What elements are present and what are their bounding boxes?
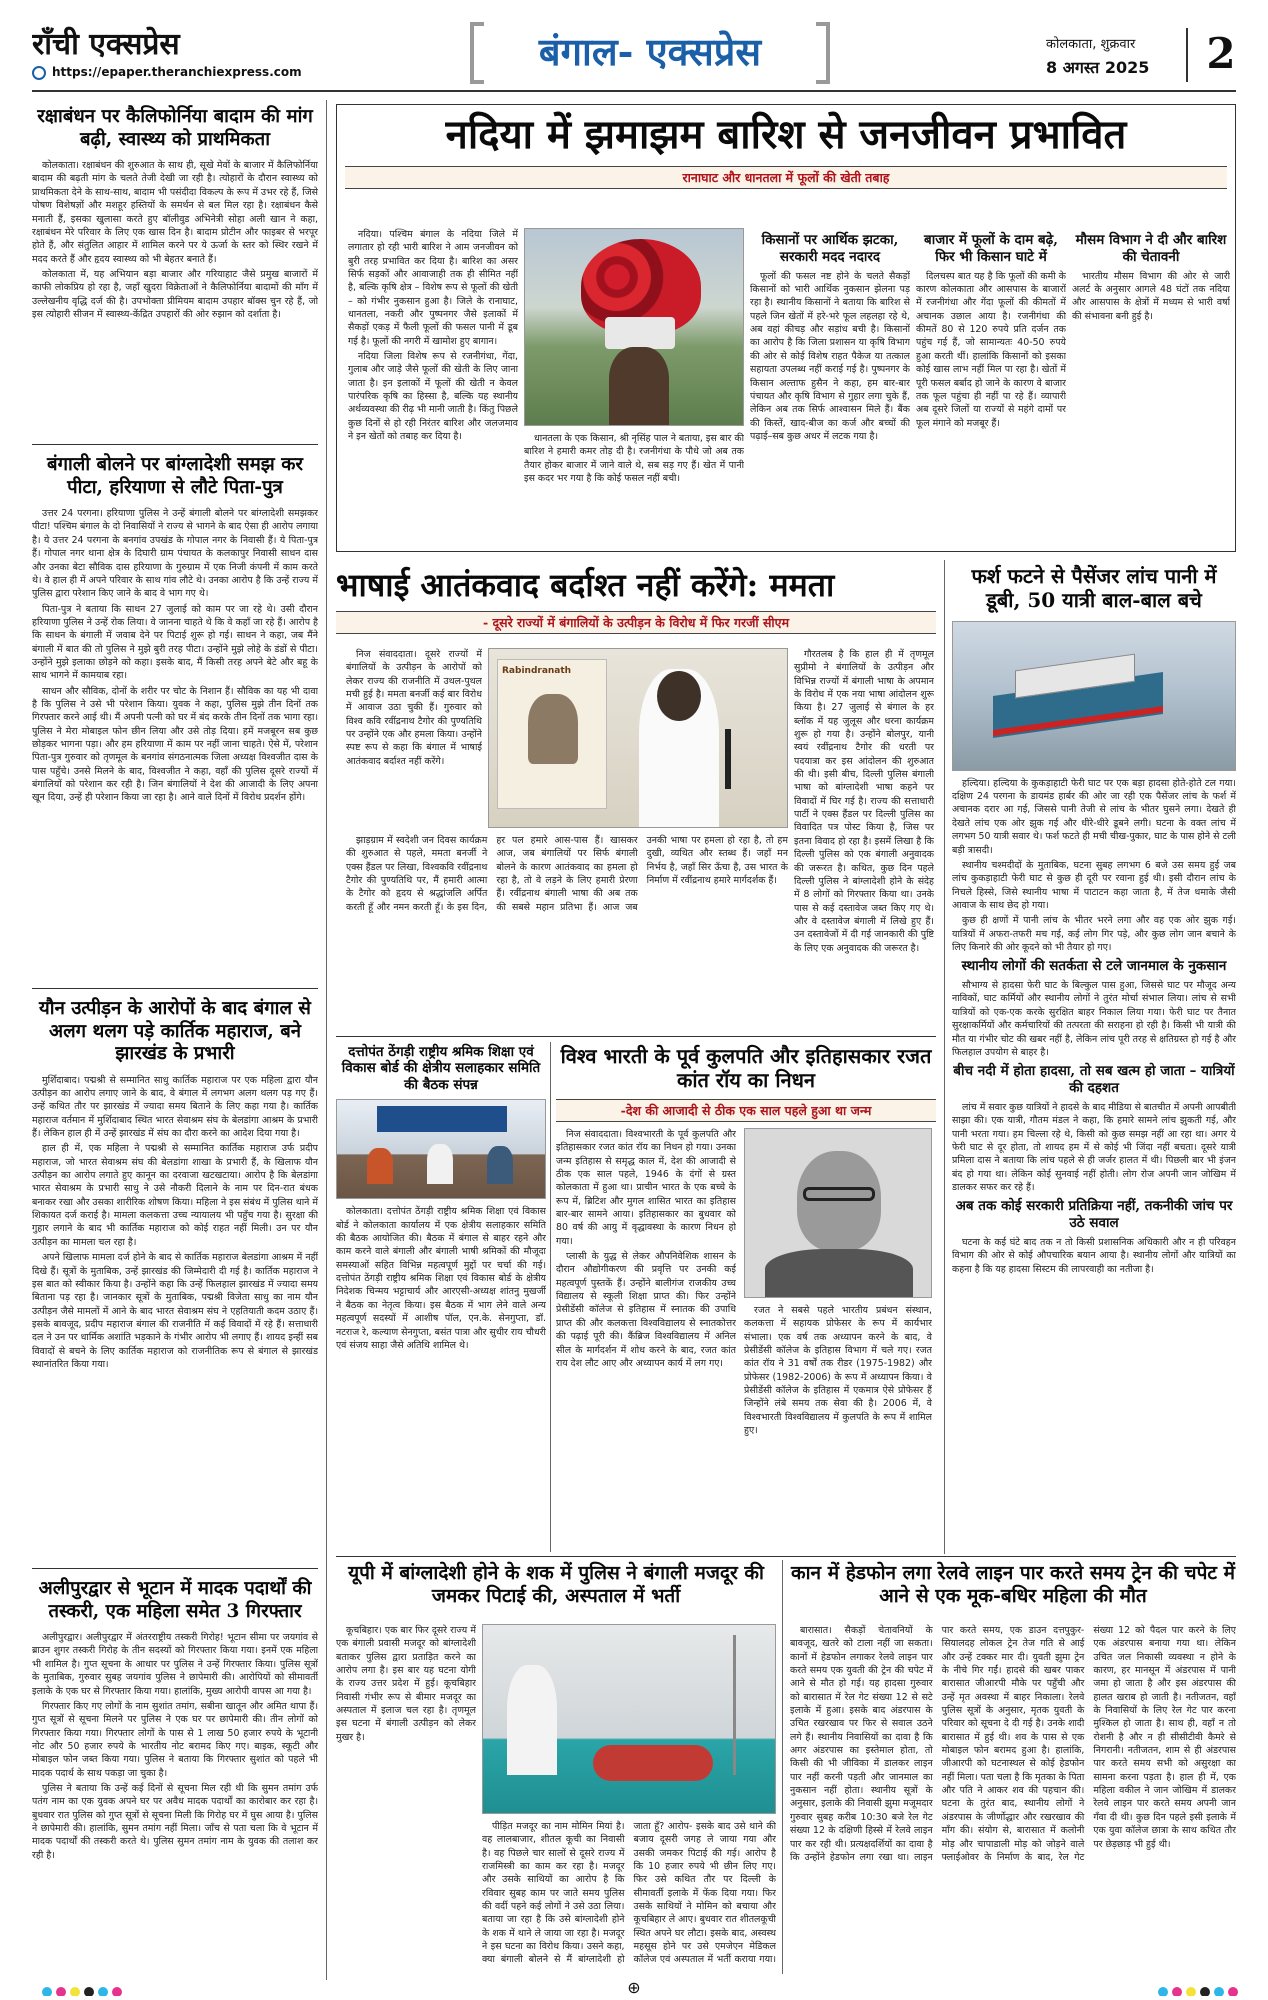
article-body (348, 228, 518, 444)
paragraph: हाल ही में, एक महिला ने पद्मश्री से सम्मानित कार्तिक महाराज उर्फ प्रदीप महाराज, जो भारत सेवाश्रम संघ की बेलडांगा शाखा के प्रभारी हैं, के खिलाफ यौन उत्पीड़न का आरोप लगाते हुए कानून का दरवाजा खटखटाया। आरोप है कि बेलडांगा भारत सेवाश्रम के प्रभारी साधु ने उसे नौकरी दिलाने के नाम पर दिन-रात बंधक बनाकर रखा और उसका शारीरिक शोषण किया। महिला ने इस संबंध में पुलिस थाने में शिकायत दर्ज कराई है। मामला कलकत्ता उच्च न्यायालय भी पहुँच गया है। सुरक्षा की गुहार लगाने के बाद भी कार्तिक महाराज को कोई राहत नहीं मिली। उन पर यौन उत्पीड़न का मामला चल रहा है। (32, 1143, 318, 1248)
poster-portrait (528, 694, 578, 764)
meeting-photo (336, 1099, 546, 1199)
subheadline: -देश की आजादी से ठीक एक साल पहले हुआ था जन्म (556, 1099, 936, 1122)
glasses (803, 1187, 875, 1201)
article-rajat-kanta-roy (556, 1042, 936, 1552)
article-body (556, 1128, 736, 1370)
poster (497, 659, 607, 809)
speaker-head (657, 671, 701, 721)
article-body (336, 1624, 476, 1744)
headline: अलीपुरद्वार से भूटान में मादक पदार्थों की तस्करी, एक महिला समेत 3 गिरफ्तार (38, 1578, 312, 1622)
paragraph: उत्तर 24 परगना। हरियाणा पुलिस ने उन्हें बंगाली बोलने पर बांग्लादेशी समझकर पीटा! पश्चिम बंगाल के दो निवासियों ने राज्य से भागने के बाद ऐसा ही आरोप लगाया है। ये उत्तर 24 परगना के बनगांव उपखंड के गोपाल नगर के निवासी हैं। ये पिता-पुत्र हैं। गोपाल नगर थाना क्षेत्र के दिघारी ग्राम पंचायत के कलकापुर निवासी साधन दास और उनका बेटा सौविक दास हरियाणा के गुरुग्राम में एक निजी कंपनी में काम करते थे। वे हाल ही में अपने परिवार के साथ गांव लौटे थे। उनका आरोप है कि उन्हें राज्य में पुलिस द्वारा परेशान किए जाने के बाद वे भाग गए थे। (32, 508, 318, 600)
globe-icon (32, 66, 46, 80)
sinking-launch-photo (952, 621, 1236, 771)
paragraph: कोलकाता। दत्तोपंत ठेंगड़ी राष्ट्रीय श्रमिक शिक्षा एवं विकास बोर्ड ने कोलकाता कार्यालय में एक क्षेत्रीय सलाहकार समिति की बैठक आयोजित की। बैठक में बंगाल से बाहर रहने और काम करने वाले बंगाली और बंगाली भाषी श्रमिकों की मौजूदा समस्याओं सहित विभिन्न महत्वपूर्ण मुद्दों पर चर्चा की गई। दत्तोपंत ठेंगड़ी राष्ट्रीय श्रमिक शिक्षा एवं विकास बोर्ड के क्षेत्रीय निदेशक चिन्मय भट्टाचार्य और आरएसी-अध्यक्ष शांतनु मुखर्जी ने बैठक का नेतृत्व किया। इस बैठक में भाग लेने वाले अन्य महत्वपूर्ण सदस्यों में आशीष पॉल, एन.के. सेनगुप्ता, डॉ. नटराज रे, कल्याण सेनगुप्ता, बसंत पात्रा और सुधीर राय चौधरी एवं संजय साहा जैसे अतिथि शामिल थे। (336, 1206, 546, 1351)
paragraph: लांच में सवार कुछ यात्रियों ने हादसे के बाद मीडिया से बातचीत में अपनी आपबीती साझा की। एक यात्री, गौतम मंडल ने कहा, कि हमारे सामने लांच झुकती गई, और पानी भरता गया। हम चिल्ला रहे थे, किसी को कुछ समझ नहीं आ रहा था। अगर ये फेरी घाट से दूर होता, तो शायद हम में से कोई भी जिंदा नहीं बचता। दूसरे यात्री प्रमिला दास ने बताया कि लांच पहले से ही जर्जर हालत में थी। पिछली बार भी इंजन बंद हो गया था। लेकिन कोई सुनवाई नहीं होती। लोग रोज अपनी जान जोखिम में डालकर सफर कर रहे हैं। (952, 1101, 1236, 1193)
column-rule (944, 560, 945, 1554)
portrait-shoulders (765, 1249, 913, 1298)
column-rule (782, 1560, 783, 1974)
headline: यूपी में बांग्लादेशी होने के शक में पुलिस ने बंगाली मजदूर की जमकर पिटाई की, अस्पताल में भर्ती (348, 1562, 764, 1608)
paragraph: पीड़ित मजदूर का नाम मोमिन मियां है। वह लालबाजार, शीतल कूची का निवासी है। वह पिछले चार सालों से दूसरे राज्य में राजमिस्त्री का काम कर रहा है। मजदूर और उसके साथियों का आरोप है कि रविवार सुबह काम पर जाते समय पुलिस की वर्दी पहने कई लोगों ने उसे उठा लिया। बताया जा रहा है कि उसे बांग्लादेशी होने के शक में थाने ले जाया जा रहा है। मजदूर ने इस घटना का विरोध किया। उसने कहा, क्या बंगाली बोलने से मैं बांग्लादेशी हो जाता हूँ? आरोप- इसके बाद उसे थाने की बजाय दूसरी जगह ले जाया गया और उसकी जमकर पिटाई की गई। आरोप है कि 10 हजार रुपये भी छीन लिए गए। फिर उसे कथित तौर पर दिल्ली के सीमावर्ती इलाके में फेंक दिया गया। फिर उसके साथियों ने मोमिन को बचाया और कूचबिहार ले आए। बुधवार रात शीतलकूची स्थित अपने घर लौटा। इसके बाद, अस्वस्थ महसूस होने पर उसे एमजेएन मेडिकल कॉलेज एवं अस्पताल में भर्ती कराया गया। (482, 1821, 776, 1966)
up-body-bottom (482, 1820, 776, 1972)
paragraph: धानतला के एक किसान, श्री नृसिंह पाल ने बताया, इस बार की बारिश ने हमारी कमर तोड़ दी है। रजनीगंधा के पौधे जो अब तक तैयार होकर बाजार में जाने वाले थे, सब सड़ गए हैं। खेत में पानी इस कदर भर गया है कि कोई फसल नहीं बची। (524, 433, 744, 485)
headline: यौन उत्पीड़न के आरोपों के बाद बंगाल से अलग थलग पड़े कार्तिक महाराज, बने झारखंड के प्रभारी (39, 998, 311, 1065)
article-up-labourer (336, 1560, 776, 1974)
article-haryana (32, 450, 318, 985)
paragraph: फूलों की फसल नष्ट होने के चलते सैकड़ों किसानों को भारी आर्थिक नुकसान झेलना पड़ रहा है। स्थानीय किसानों ने बताया कि बारिश से पहले जिन खेतों में हरे-भरे फूल लहलहा रहे थे, अब वहां कीचड़ और सड़ांध बची है। किसानों का आरोप है कि जिला प्रशासन या कृषि विभाग की ओर से कोई विशेष राहत पैकेज या तत्काल सहायता उपलब्ध नहीं कराई गई है। पुष्पनगर के किसान अल्ताफ हुसैन ने कहा, हम बार-बार पंचायत और कृषि विभाग से गुहार लगा चुके हैं, लेकिन अब तक सिर्फ आश्वासन मिले हैं। बैंक की किस्तें, खाद-बीज का कर्ज और बच्चों की पढ़ाई–सब कुछ अधर में लटक गया है। (750, 270, 910, 442)
paragraph: गिरफ्तार किए गए लोगों के नाम सुशांत तमांग, सबीना खातून और अमित थापा हैं। गुप्त सूत्रों से सूचना मिलने पर पुलिस ने एक घर पर छापेमारी की। तीन लोगों को गिरफ्तार किया गया। गिरफ्तार लोगों के पास से 1 लाख 50 हजार रुपये के भूटानी नोट और 50 हजार रुपये के भारतीय नोट बरामद किए गए। बाइक, स्कूटी और मोबाइल फोन जब्त किया गया। पुलिस ने बताया कि गिरफ्तार सुशांत को पहले भी मादक पदार्थ के साथ पकड़ा जा चुका है। (32, 1700, 318, 1779)
column-rule (550, 1042, 551, 1552)
section-rule (32, 444, 318, 445)
headline: बंगाली बोलने पर बांग्लादेशी समझ कर पीटा, हरियाणा से लौटे पिता-पुत्र (47, 454, 303, 498)
paragraph: निज संवाददाता। दूसरे राज्यों में बंगालियों के उत्पीड़न के आरोपों को लेकर राज्य की राजनीति में उथल-पुथल मची हुई है। ममता बनर्जी कई बार विरोध में आवाज उठा चुकी हैं। गुरुवार को विश्व कवि रवींद्रनाथ टैगोर की पुण्यतिथि पर उन्होंने एक और हमला किया। उन्होंने स्पष्ट रूप से कहा कि बंगाल में भाषाई आतंकवाद बर्दाश्त नहीं करेंगे। (346, 649, 482, 767)
paragraph: नदिया जिला विशेष रूप से रजनीगंधा, गेंदा, गुलाब और जाड़े जैसे फूलों की खेती के लिए जाना जाता है। इन इलाकों में फूलों की खेती न केवल पारंपरिक कृषि का हिस्सा है, बल्कि यह स्थानीय अर्थव्यवस्था की रीढ़ भी मानी जाती है। किंतु पिछले कुछ दिनों से हो रही निरंतर बारिश और जलजमाव ने इन खेतों को तबाह कर दिया है। (348, 351, 518, 443)
paragraph: पिता-पुत्र ने बताया कि साधन 27 जुलाई को काम पर जा रहे थे। उसी दौरान हरियाणा पुलिस ने उन्हें रोक लिया। वे जानना चाहते थे कि वे कहाँ जा रहे हैं। आरोप है कि साधन के बंगाली में जवाब देने पर पिटाई शुरू हो गई। साधन ने कहा, जब मैंने बंगाली में बात की तो पुलिस ने मुझे बुरी तरह पीटा। उन्होंने मुझे लोहे के डंडों से पीटा। उन्होंने मुझे इलाका छोड़ने को कहा। इसके बाद, मैं किसी तरह अपने बेटे और बहू के साथ भागने में कामयाब रहा। (32, 603, 318, 682)
headline: फर्श फटने से पैसेंजर लांच पानी में डूबी, 50 यात्री बाल-बाल बचे (971, 564, 1217, 613)
headline: नदिया में झमाझम बारिश से जनजीवन प्रभावित (445, 111, 1127, 158)
magenta-dot (112, 1987, 122, 1996)
yellow-dot (1186, 1987, 1196, 1996)
headline: दत्तोपंत ठेंगड़ी राष्ट्रीय श्रमिक शिक्षा एवं विकास बोर्ड की क्षेत्रीय सलाहकार समिति की बैठक संपन्न (341, 1044, 541, 1093)
paragraph: नदिया। पश्चिम बंगाल के नदिया जिले में लगातार हो रही भारी बारिश ने आम जनजीवन को बुरी तरह प्रभावित कर दिया है। बारिश का असर सिर्फ सड़कों और आवाजाही तक ही सीमित नहीं है, बल्कि कृषि क्षेत्र – विशेष रूप से फूलों की खेती – को गंभीर नुकसान हुआ है। जिले के रानाघाट, धानतला, नकरी और पुष्पनगर जैसे इलाकों में सैकड़ों एकड़ में फैली फूलों की फसल पानी में डूब गई है। फूलों की नगरी में खामोश हुए बागान। (348, 229, 518, 347)
article-body (750, 270, 910, 443)
person (427, 1144, 453, 1184)
article-almond (32, 100, 318, 440)
masthead-center-title: बंगाल- एक्सप्रेस (538, 29, 762, 74)
paragraph: पुलिस ने बताया कि उन्हें कई दिनों से सूचना मिल रही थी कि सुमन तमांग उर्फ पतंग नाम का एक युवक अपने घर पर अवैध मादक पदार्थों का कारोबार कर रहा है। बुधवार रात पुलिस को गुप्त सूत्रों से सूचना मिली कि गिरोह घर में घुस आया है। पुलिस ने छापेमारी की। हालांकि, सुमन तमांग नहीं मिला। जाँच से पता चला कि वे भूटान में मादक पदार्थों की तस्करी करते थे। पुलिस सुमन तमांग नाम के युवक की तलाश कर रही है। (32, 1782, 318, 1861)
wrap (605, 317, 675, 349)
article-body (336, 1205, 546, 1352)
mamata-body-left (346, 648, 482, 828)
page-number: 2 (1206, 29, 1236, 78)
flower-farmer-photo (524, 228, 744, 426)
article-railway-death (790, 1560, 1236, 1974)
rajat-body-left (556, 1128, 736, 1548)
article-body (482, 1820, 776, 1972)
masthead-rule (32, 90, 1236, 92)
section-rule (32, 1568, 318, 1569)
paragraph: दिलचस्प बात यह है कि फूलों की कमी के कारण कोलकाता और आसपास के बाजारों में रजनीगंधा और गेंदा फूलों की कीमतों में अचानक उछाल आया है। रजनीगंधा की कीमतें 80 से 120 रुपये प्रति दर्जन तक पहुंच गई हैं, जो सामान्यतः 40-50 रुपये हुआ करती थीं। हालांकि किसानों को इसका कोई खास लाभ नहीं मिल पा रहा है। खेतों में पूरी फसल बर्बाद हो जाने के कारण वे बाजार तक फूल पहुंचा ही नहीं पा रहे हैं। व्यापारी अब दूसरे जिलों या राज्यों से महंगे दामों पर फूल मंगाने को मजबूर हैं। (916, 270, 1066, 429)
paragraph: घटना के कई घंटे बाद तक न तो किसी प्रशासनिक अधिकारी और न ही परिवहन विभाग की ओर से कोई औपचारिक बयान आया है। स्थानीय लोगों और यात्रियों का कहना है कि यह हादसा सिस्टम की लापरवाही का नतीजा है। (952, 1237, 1236, 1275)
subhead: बीच नदी में होता हादसा, तो सब खत्म हो जाता – यात्रियों की दहशत (953, 1063, 1235, 1097)
article-body (32, 1074, 318, 1372)
article-body (916, 270, 1066, 430)
article-body (744, 1304, 932, 1437)
article-ferry (952, 560, 1236, 1550)
up-body-left (336, 1624, 476, 1972)
bracket-right (816, 22, 830, 84)
mamata-photo (488, 648, 788, 828)
hospital-photo (482, 1624, 776, 1814)
nadia-body-col5 (1072, 228, 1230, 548)
registration-mark-icon: ⊕ (627, 1978, 641, 1997)
article-body (524, 432, 744, 485)
paragraph: अलीपुरद्वार। अलीपुरद्वार में अंतरराष्ट्रीय तस्करी गिरोह! भूटान सीमा पर जयगांव से ब्राउन शुगर तस्करी गिरोह के तीन सदस्यों को गिरफ्तार किया गया। इनमें एक महिला भी शामिल है। गुप्त सूचना के आधार पर पुलिस ने उन्हें गिरफ्तार किया। पुलिस सूत्रों के मुताबिक, गुरुवार सुबह जयगांव पुलिस ने छापेमारी की। आरोपियों को सीमावर्ती इलाके के एक घर से गिरफ्तार किया गया। हालांकि, मुख्य आरोपी वापस आ गया है। (32, 1632, 318, 1697)
nadia-body-col3 (750, 228, 910, 548)
color-registration-left (40, 1982, 240, 1996)
nadia-body-col4 (916, 228, 1066, 548)
mamata-body-bottom (346, 834, 788, 1030)
paragraph: झाड़ग्राम में स्वदेशी जन दिवस कार्यक्रम की शुरुआत से पहले, ममता बनर्जी ने एक्स हैंडल पर लिखा, विश्वकवि रवींद्रनाथ टैगोर की पुण्यतिथि पर, मैं हमारी आत्मा के टैगोर को हृदय से श्रद्धांजलि अर्पित करती हूँ और नमन करती हूँ। के इस दिन, हर पल हमारे आस-पास हैं। खासकर आज, जब बंगालियों पर सिर्फ बंगाली बोलने के कारण आतंकवाद का हमला हो रहा है, तो वे लड़ने के लिए हमारी प्रेरणा हैं। रवींद्रनाथ बंगाली भाषा की अब तक की सबसे महान प्रतिभा हैं। आज जब उनकी भाषा पर हमला हो रहा है, तो हम दुखी, व्यथित और स्तब्ध हैं। जहाँ मन निर्भय है, जहाँ सिर ऊँचा है, उस भारत के निर्माण में रवींद्रनाथ हमारे मार्गदर्शक हैं। (346, 835, 788, 913)
railway-body (790, 1624, 1236, 1972)
nadia-body-col2 (524, 432, 744, 550)
banner (377, 1106, 507, 1132)
portrait-face (797, 1151, 881, 1251)
masthead-left-title: राँची एक्सप्रेस (32, 27, 180, 62)
patient (593, 1745, 713, 1781)
article-body (952, 1236, 1236, 1276)
article-kartik-maharaj (32, 994, 318, 1564)
subheadline: - दूसरे राज्यों में बंगालियों के उत्पीड़न के विरोध में फिर गरजीं सीएम (336, 611, 936, 634)
visitor (507, 1665, 557, 1775)
paragraph: स्थानीय चश्मदीदों के मुताबिक, घटना सुबह लगभग 6 बजे उस समय हुई जब लांच कुकड़ाहाटी फेरी घाट से कुछ ही दूरी पर रवाना हुई थी। इसी दौरान लांच के निचले हिस्से, जिसे स्थानीय भाषा में पाटाटन कहा जाता है, में तेज धमाके जैसी आवाज के साथ छेद हो गया। (952, 859, 1236, 911)
article-body (952, 979, 1236, 1059)
paragraph: अपने खिलाफ मामला दर्ज होने के बाद से कार्तिक महाराज बेलडांगा आश्रम में नहीं दिखे हैं। सूत्रों के मुताबिक, उन्हें झारखंड की जिम्मेदारी दी गई है। कार्तिक महाराज ने इस बात को स्वीकार किया है। उन्होंने कहा कि उन्हें फिलहाल झारखंड में ज्यादा समय बिताना पड़ रहा है। जानकार सूत्रों के मुताबिक, पद्मश्री विजेता साधु का नाम यौन उत्पीड़न जैसे मामलों में आने के बाद भारत सेवाश्रम संघ ने एहतियाती कदम उठाए हैं। इसके बावजूद, प्रदीप महाराज बंगाल की राजनीति में कई विवादों में रहे हैं। सत्ताधारी दल ने उन पर धार्मिक अशांति भड़काने के गंभीर आरोप भी लगाए हैं। शायद इन्हीं सब विवादों से बचने के लिए कार्तिक महाराज को राजनीतिक रूप से बंगाल से झारखंड स्थानांतरित किया गया। (32, 1252, 318, 1370)
subhead: किसानों पर आर्थिक झटका, सरकारी मदद नदारद (761, 232, 899, 265)
article-body (790, 1624, 1236, 1864)
cyan-dot (1214, 1987, 1224, 1996)
portrait-photo (744, 1128, 932, 1298)
cyan-dot (98, 1987, 108, 1996)
masthead-city-day: कोलकाता, शुक्रवार (1046, 37, 1136, 52)
paragraph: प्लासी के युद्ध से लेकर औपनिवेशिक शासन के दौरान औद्योगीकरण की प्रवृत्ति पर उनकी कई महत्वपूर्ण पुस्तकें हैं। उन्होंने बालीगंज राजकीय उच्च विद्यालय से स्कूली शिक्षा प्राप्त की। फिर उन्होंने प्रेसीडेंसी कॉलेज से इतिहास में स्नातक की उपाधि प्राप्त की और कलकत्ता विश्वविद्यालय से स्नातकोत्तर की पढ़ाई पूरी की। कैंब्रिज विश्वविद्यालय में अनिल सील के मार्गदर्शन में शोध करने के बाद, रजत कांत राय देश लौट आए और अध्यापन कार्य में लग गए। (556, 1251, 736, 1369)
poster-text: Rabindranath (502, 666, 572, 676)
paragraph: रजत ने सबसे पहले भारतीय प्रबंधन संस्थान, कलकत्ता में सहायक प्रोफेसर के रूप में कार्यभार संभाला। एक वर्ष तक अध्यापन करने के बाद, वे प्रेसीडेंसी कॉलेज के इतिहास विभाग में चले गए। रजत कांत रॉय ने 31 वर्षों तक रीडर (1975-1982) और प्रोफेसर (1982-2006) के रूप में अध्यापन किया। वे प्रेसीडेंसी कॉलेज के इतिहास में एकमात्र ऐसे प्रोफेसर हैं जिन्होंने लंबे समय तक सेवा की है। 2006 में, वे विश्वभारती विश्वविद्यालय में कुलपति के रूप में शामिल हुए। (744, 1305, 932, 1437)
bracket-left (470, 22, 484, 84)
paragraph: हल्दिया। हल्दिया के कुकड़ाहाटी फेरी घाट पर एक बड़ा हादसा होते-होते टल गया। दक्षिण 24 परगना के डायमंड हार्बर की ओर जा रही एक पैसेंजर लांच के फर्श में अचानक दरार आ गई, जिससे पानी तेजी से लांच के भीतर घुसने लगा। देखते ही देखते लांच एक ओर झुक गई और धीरे-धीरे डूबने लगी। घटना के वक्त लांच में लगभग 50 यात्री सवार थे। फर्श फटते ही मची चीख-पुकार, घाट के पास होने से टली बड़ी त्रासदी। (952, 777, 1236, 856)
masthead-divider (1186, 28, 1188, 82)
headline: रक्षाबंधन पर कैलिफोर्निया बादाम की मांग बढ़ी, स्वास्थ्य को प्राथमिकता (37, 106, 313, 150)
paragraph: सौभाग्य से हादसा फेरी घाट के बिल्कुल पास हुआ, जिससे घाट पर मौजूद अन्य नाविकों, घाट कर्मियों और स्थानीय लोगों ने तुरंत मोर्चा संभाल लिया। लांच से सभी यात्रियों को एक-एक करके सुरक्षित बाहर निकाल लिया गया। फेरी घाट पर तैनात सुरक्षाकर्मियों और कर्मचारियों की तत्परता की सराहना हो रही है। किसी भी यात्री की मौत या गंभीर चोट की खबर नहीं है, लेकिन लांच पूरी तरह से क्षतिग्रस्त हो गई है और फिलहाल उपयोग से बाहर है। (952, 980, 1236, 1058)
paragraph: कोलकाता। रक्षाबंधन की शुरुआत के साथ ही, सूखे मेवों के बाजार में कैलिफोर्निया बादाम की बढ़ती मांग के चलते तेजी देखी जा रही है। त्योहारों के दौरान स्वास्थ्य को प्राथमिकता देने के साथ-साथ, बादाम भी पसंदीदा विकल्प के रूप में उभर रहे हैं, जिसे पोषण विशेषज्ञों और मशहूर हस्तियों के समर्थन से बल मिल रहा है। रक्षाबंधन कैसे मनाती हैं, इसका खुलासा करते हुए बॉलीवुड अभिनेत्री सोहा अली खान ने कहा, रक्षाबंधन मेरे परिवार के लिए एक खास दिन है। बादाम प्रोटीन और फाइबर से भरपूर होते हैं, और संतुलित आहार में शामिल करने पर ये ऊर्जा के स्तर को स्थिर रखने में मदद करते हैं और हृदय स्वास्थ्य को भी बेहतर बनाते हैं। (32, 160, 318, 265)
section-rule (32, 988, 318, 989)
paragraph: भारतीय मौसम विभाग की ओर से जारी अलर्ट के अनुसार आगले 48 घंटों तक नदिया और आसपास के क्षेत्रों में मध्यम से भारी वर्षा की संभावना बनी हुई है। (1072, 270, 1230, 322)
microphone-icon (725, 729, 731, 789)
article-body (346, 648, 482, 768)
article-body (794, 648, 934, 955)
subhead: बाजार में फूलों के दाम बढ़े, फिर भी किसान घाटे में (924, 232, 1058, 265)
article-dattopant (336, 1042, 546, 1552)
nadia-body-col1 (348, 228, 518, 548)
paragraph: बारासात। सैकड़ों चेतावनियों के बावजूद, खतरे को टाला नहीं जा सकता। कानों में हेडफोन लगाकर रेलवे लाइन पार करते समय एक युवती की ट्रेन की चपेट में आने से मौत हो गई। यह हादसा गुरुवार को बारासात में रेल गेट संख्या 12 से सटे इलाके में हुआ। इसके बाद अंडरपास के उचित रखरखाव पर फिर से सवाल उठने लगे हैं। स्थानीय निवासियों का दावा है कि अगर अंडरपास का इस्तेमाल होता, तो किसी की भी जीविका में डालकर लाइन पार नहीं करनी पड़ती और जानमाल का नुकसान नहीं होता। स्थानीय सूत्रों के अनुसार, इलाके की निवासी झुमा मजूमदार गुरुवार सुबह करीब 10:30 बजे रेल गेट संख्या 12 के दक्षिणी हिस्से में रेलवे लाइन पार कर रही थी। प्रत्यक्षदर्शियों का दावा है कि उन्होंने हेडफोन लगा रखा था। लाइन पार करते समय, एक डाउन दत्तपुकुर-सियालदह लोकल ट्रेन तेज गति से आई और उन्हें टक्कर मार दी। युवती झुमा ट्रेन के नीचे गिर गईं। हादसे की खबर पाकर बारासात जीआरपी मौके पर पहुँची और उन्हें मृत अवस्था में बाहर निकाला। रेलवे पुलिस सूत्रों के अनुसार, मृतक युवती के परिवार को सूचना दे दी गई है। उनके शादी बारासात में हुई थी। शव के पास से एक मोबाइल फोन बरामद हुआ है। हालांकि, जीआरपी को घटनास्थल से कोई हेडफोन नहीं मिला। पता चला है कि मृतका के पिता और पति ने आकर शव की पहचान की। घटना के तुरंत बाद, स्थानीय लोगों ने अंडरपास के जीर्णोद्धार और रखरखाव की माँग की। संयोग से, बारासात में कलोनी मोड़ और चापाडाली मोड़ को जोड़ने वाले फ्लाईओवर के निर्माण के बाद, रेल गेट संख्या 12 को पैदल पार करने के लिए एक अंडरपास बनाया गया था। लेकिन उचित जल निकासी व्यवस्था न होने के कारण, हर मानसून में अंडरपास में पानी जमा हो जाता है और इस अंडरपास की हालत खराब हो जाती है। नतीजतन, वहाँ के निवासियों के लिए रेल गेट पार करना मुश्किल हो जाता है। साथ ही, वहाँ न तो रोशनी है और न ही सीसीटीवी कैमरे से निगरानी। नतीजतन, शाम से ही अंडरपास पार करते समय सभी को असुरक्षा का सामना करना पड़ता है। हाल ही में, एक महिला वकील ने जान जोखिम में डालकर रेलवे लाइन पार करते समय अपनी जान गँवा दी थी। कुछ दिन पहले इसी इलाके में एक युवा कॉलेज छात्रा के साथ कथित तौर पर छेड़छाड़ भी हुई थी। (790, 1625, 1236, 1863)
person (367, 1148, 393, 1184)
paragraph: कुछ ही क्षणों में पानी लांच के भीतर भरने लगा और वह एक ओर झुक गई। यात्रियों में अफरा-तफरी मच गई, कई लोग गिर पड़े, और कुछ लोग जान बचाने के लिए किनारे की ओर कूदने को भी तैयार हो गए। (952, 915, 1236, 953)
article-body (32, 159, 318, 321)
mamata-body-right (794, 648, 934, 1028)
magenta-dot (56, 1987, 66, 1996)
headline: कान में हेडफोन लगा रेलवे लाइन पार करते समय ट्रेन की चपेट में आने से एक मूक-बधिर महिला की मौत (791, 1562, 1235, 1608)
farmer (609, 347, 669, 426)
article-body (346, 834, 788, 914)
magenta-dot (1172, 1987, 1182, 1996)
iv-stand (733, 1635, 736, 1775)
section-rule (336, 1036, 936, 1037)
masthead-url[interactable]: https://epaper.theranchiexpress.com (52, 65, 302, 79)
paragraph: गौरतलब है कि हाल ही में तृणमूल सुप्रीमो ने बंगालियों के उत्पीड़न और विभिन्न राज्यों में बंगाली भाषा के अपमान के विरोध में एक नया भाषा आंदोलन शुरू किया है। 27 जुलाई से बंगाल के हर ब्लॉक में यह जुलूस और धरना कार्यक्रम शुरू हो गया है। उन्होंने बोलपुर, यानी स्वयं रवींद्रनाथ टैगोर की धरती पर पदयात्रा कर इस आंदोलन की शुरुआत की थी। इसी बीच, दिल्ली पुलिस बंगाली भाषा को बांग्लादेशी भाषा कहने पर विवादों में घिर गई है। राज्य की सत्ताधारी पार्टी ने एक्स हैंडल पर दिल्ली पुलिस का विवादित पत्र पोस्ट किया है, जिस पर इतना विवाद हो रहा है। इसमें लिखा है कि दिल्ली पुलिस को एक बंगाली अनुवादक की जरूरत है। कथित, कुछ दिन पहले दिल्ली पुलिस ने बांग्लादेशी होने के संदेह में 8 लोगों को गिरफ्तार किया था। उनके पास से कई दस्तावेज जब्त किए गए थे। और वे दस्तावेज बंगाली में लिखे हुए हैं। उन दस्तावेजों में दी गई जानकारी की पुष्टि के लिए एक अनुवादक की जरूरत है। (794, 649, 934, 954)
magenta-dot (1228, 1987, 1238, 1996)
paragraph: कूचबिहार। एक बार फिर दूसरे राज्य में एक बंगाली प्रवासी मजदूर को बांग्लादेशी बताकर पुलिस द्वारा प्रताड़ित करने का आरोप लगा है। इस बार यह घटना योगी के राज्य उत्तर प्रदेश में हुई। कूचबिहार निवासी गंभीर रूप से बीमार मजदूर का अस्पताल में इलाज चल रहा है। तृणमूल इस घटना में बंगाली उत्पीड़न को लेकर मुखर है। (336, 1625, 476, 1743)
article-body (1072, 270, 1230, 323)
left-column-rule (326, 100, 327, 1980)
black-dot (84, 1987, 94, 1996)
paragraph: कोलकाता में, यह अभियान बड़ा बाजार और गरियाहाट जैसे प्रमुख बाजारों में काफी लोकप्रिय हो रहा है, जहाँ खुदरा विक्रेताओं ने कैलिफोर्निया बादामों की माँग में उल्लेखनीय वृद्धि दर्ज की है। उपभोक्ता प्रीमियम बादाम उपहार बॉक्स चुन रहे हैं, जो इस त्योहारी सीजन में स्वास्थ्य-केंद्रित उपहारों की ओर रुझान को दर्शाता है। (32, 268, 318, 320)
color-registration-right (1040, 1982, 1240, 1996)
subhead: अब तक कोई सरकारी प्रतिक्रिया नहीं, तकनीकी जांच पर उठे सवाल (955, 1198, 1233, 1232)
yellow-dot (70, 1987, 80, 1996)
person (487, 1146, 513, 1184)
black-dot (1200, 1987, 1210, 1996)
headline: विश्व भारती के पूर्व कुलपति और इतिहासकार रजत कांत रॉय का निधन (560, 1044, 932, 1093)
masthead (0, 0, 1268, 90)
paragraph: निज संवाददाता। विश्वभारती के पूर्व कुलपति और इतिहासकार रजत कांत रॉय का निधन हो गया। उनका जन्म इतिहास से समृद्ध काल में, देश की आजादी से ठीक एक साल पहले, 1946 के दंगों से ग्रस्त कोलकाता में हुआ था। प्राचीन भारत के एक बच्चे के रूप में, ब्रिटिश और मुगल शासित भारत का इतिहास बार-बार सामने आया। इतिहासकार का बुधवार को 80 वर्ष की आयु में वृद्धावस्था के कारण निधन हो गया। (556, 1129, 736, 1247)
article-body (952, 777, 1236, 954)
article-body (32, 507, 318, 805)
article-body (32, 1631, 318, 1862)
paragraph: साधन और सौविक, दोनों के शरीर पर चोट के निशान हैं। सौविक का यह भी दावा है कि पुलिस ने उसे भी परेशान किया। युवक ने कहा, पुलिस मुझे तीन दिनों तक गिरफ्तार करने आई थी। मैं अपनी पत्नी को घर में बंद करके तीन दिनों तक भागा रहा। पुलिस ने मेरा मोबाइल फोन छीन लिया और उसे तोड़ दिया। हमें मजबूरन सब कुछ छोड़कर भागना पड़ा। और हम हरियाणा में काम पर नहीं जाना चाहते। ऐसे में, परेशान पिता-पुत्र गुरुवार को तृणमूल के बनगांव संगठनात्मक जिला अध्यक्ष विश्वजीत दास के पास पहुँचे। उनसे मिलने के बाद, विश्वजीत ने कहा, वहाँ की पुलिस दूसरे राज्यों में बंगालियों को परेशान कर रही है। जिन बंगालियों ने देश की आजादी के लिए अपना खून दिया, उन्हें ही परेशान किया जा रहा है। आने वाले दिनों में विरोध प्रदर्शन होंगे। (32, 685, 318, 804)
section-rule (336, 1556, 1236, 1557)
rajat-body-right (744, 1304, 932, 1548)
paragraph: मुर्शिदाबाद। पद्मश्री से सम्मानित साधु कार्तिक महाराज पर एक महिला द्वारा यौन उत्पीड़न का आरोप लगाए जाने के बाद, वे बंगाल में लगभग अलग थलग पड़ गए हैं। उन्हें कथित तौर पर झारखंड में ज्यादा समय बिताने के लिए कहा गया है। कार्तिक महाराज वर्तमान में मुर्शिदाबाद स्थित भारत सेवाश्रम संघ के बेलडांगा आश्रम के प्रभारी हैं। लेकिन हाल ही में उन्हें झारखंड में संघ का दौरा करने का आदेश दिया गया है। (32, 1074, 318, 1140)
subhead: मौसम विभाग ने दी और बारिश की चेतावनी (1075, 232, 1227, 265)
article-alipurduar (32, 1574, 318, 1974)
cyan-dot (1158, 1987, 1168, 1996)
headline: भाषाई आतंकवाद बर्दाश्त नहीं करेंगे: ममता (336, 566, 835, 604)
masthead-date: 8 अगस्त 2025 (1046, 58, 1150, 77)
subheadline: रानाघाट और धानतला में फूलों की खेती तबाह (345, 166, 1227, 189)
cyan-dot (42, 1987, 52, 1996)
article-body (952, 1101, 1236, 1194)
subhead: स्थानीय लोगों की सतर्कता से टले जानमाल के नुकसान (961, 958, 1227, 975)
